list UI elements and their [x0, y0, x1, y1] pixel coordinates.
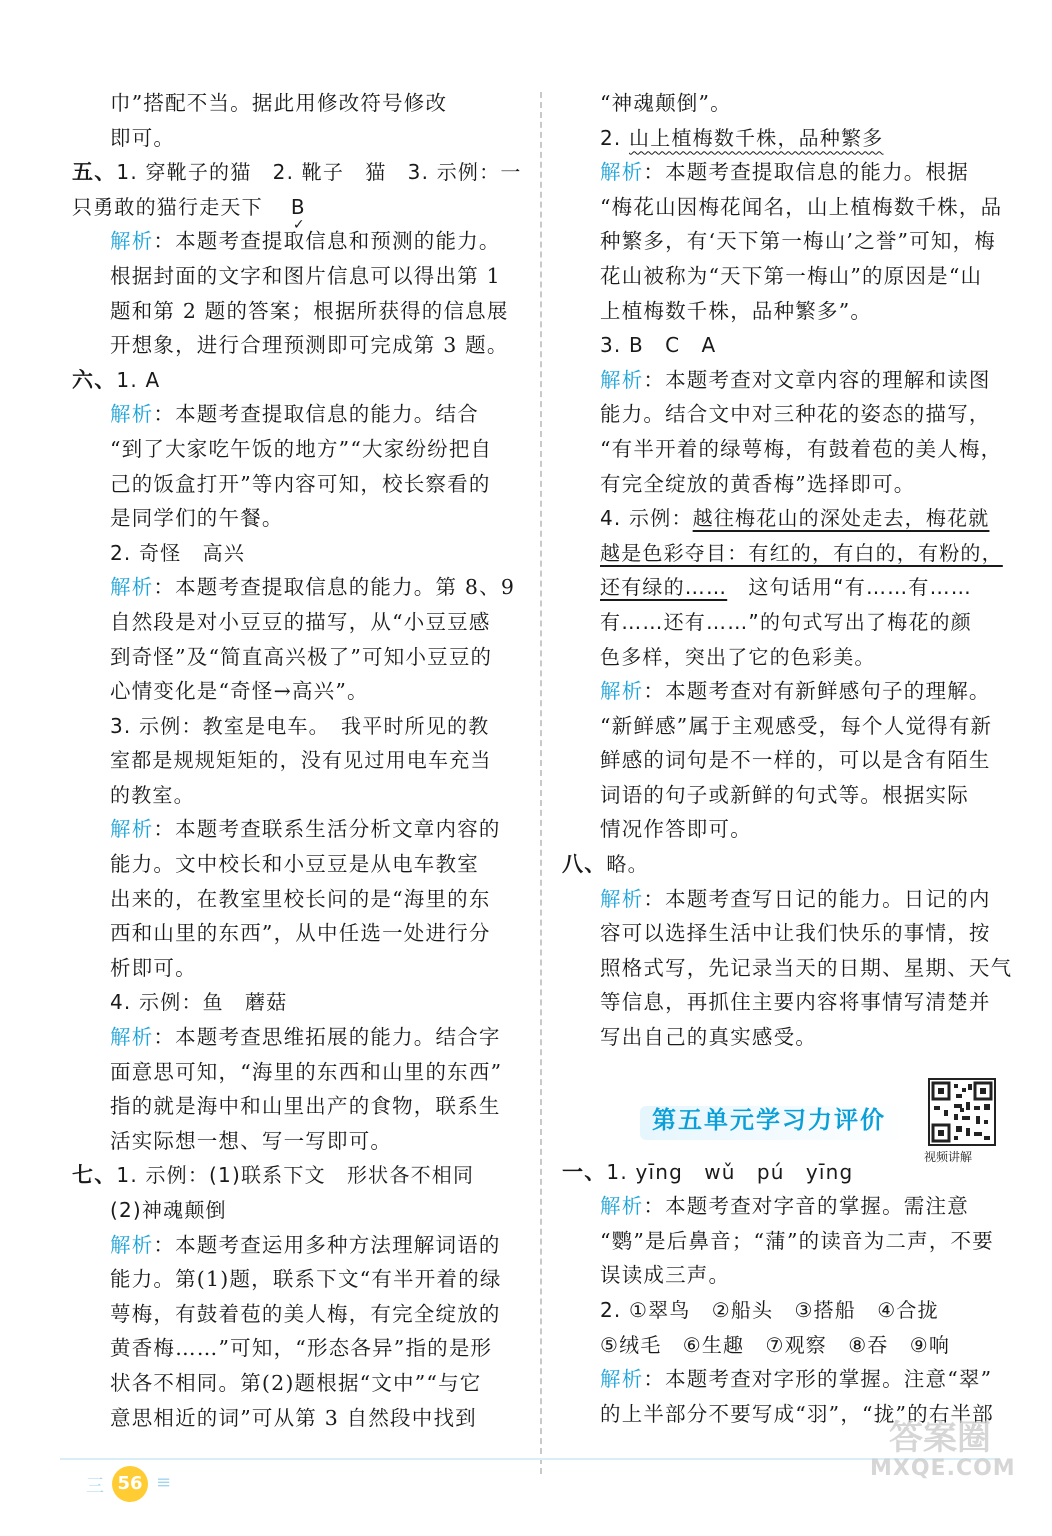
answer-line: 3. 示例：教室是电车。 我平时所见的教	[110, 713, 490, 738]
section-marker: 一、	[562, 1159, 607, 1184]
analysis-line: 解析：本题考查提取信息的能力。第 8、9	[110, 575, 516, 600]
selected-letter: B ✓	[291, 190, 306, 225]
check-mark-icon: ✓	[292, 216, 306, 233]
underlined-answer: 越往梅花山的深处走去，梅花就	[692, 506, 990, 531]
text-line: 题和第 2 题的答案；根据所获得的信息展	[110, 298, 509, 323]
text-line: 能力。第(1)题，联系下文“有半开着的绿	[110, 1267, 502, 1292]
analysis-line: 解析：本题考查对字音的掌握。需注意	[600, 1194, 969, 1219]
footer-decoration-right: ≡	[156, 1472, 172, 1493]
section-marker: 七、	[72, 1163, 117, 1188]
text-line: 容可以选择生活中让我们快乐的事情，按	[600, 921, 991, 946]
analysis-line: 解析：本题考查思维拓展的能力。结合字	[110, 1025, 501, 1050]
text-line: 写出自己的真实感受。	[600, 1025, 817, 1050]
text-line: 误读成三声。	[600, 1263, 731, 1288]
underlined-answer: 越是色彩夺目：有红的，有白的，有粉的，	[600, 540, 1003, 565]
analysis-label: 解析	[110, 229, 154, 254]
text-line: 鲜感的词句是不一样的，可以是含有陌生	[600, 748, 991, 773]
analysis-line: 解析：本题考查对文章内容的理解和读图	[600, 367, 991, 392]
text-line: 根据封面的文字和图片信息可以得出第 1	[110, 263, 501, 288]
text-line: 巾”搭配不当。据此用修改符号修改	[110, 91, 448, 115]
text-line: 是同学们的午餐。	[110, 506, 284, 531]
analysis-line: 解析：本题考查联系生活分析文章内容的	[110, 817, 501, 842]
analysis-label: 解析	[110, 817, 154, 842]
text-line: 种繁多，有‘天下第一梅山’之誉”可知，梅	[600, 229, 997, 254]
analysis-label: 解析	[600, 679, 644, 704]
text-line: 能力。文中校长和小豆豆是从电车教室	[110, 852, 479, 877]
qr-code-icon[interactable]	[928, 1078, 996, 1146]
analysis-line: 解析：本题考查提取信息的能力。结合	[110, 402, 479, 427]
text-line: 己的饭盒打开”等内容可知，校长察看的	[110, 471, 491, 496]
answer-line: 七、1. 示例：(1)联系下文 形状各不相同	[72, 1163, 475, 1188]
section-marker: 六、	[72, 367, 117, 392]
text-line: 自然段是对小豆豆的描写，从“小豆豆感	[110, 609, 491, 634]
text-line: 心情变化是“奇怪→高兴”。	[110, 679, 369, 704]
text-line: “到了大家吃午饭的地方”“大家纷纷把自	[110, 436, 493, 461]
text-line: 的上半部分不要写成“羽”，“拢”的右半部	[600, 1401, 994, 1426]
text-line: 黄香梅……”可知，“形态各异”指的是形	[110, 1336, 493, 1361]
text-line: “鹦”是后鼻音；“蒲”的读音为二声，不要	[600, 1228, 994, 1253]
analysis-line: 解析：本题考查提取信息和预测的能力。	[110, 229, 501, 254]
answer-line: 的教室。	[110, 782, 195, 807]
answer-line: 还有绿的…… 这句话用“有……有……	[600, 575, 972, 600]
text-line: “神魂颠倒”。	[600, 91, 732, 115]
footer-line	[60, 1458, 1000, 1460]
answer-line: 2. 奇怪 高兴	[110, 540, 246, 565]
answer-line	[72, 155, 520, 190]
answer-line: 3. B C A	[600, 333, 717, 358]
text-line: 等信息，再抓住主要内容将事情写清楚并	[600, 990, 991, 1015]
answer-line: 4. 示例：越往梅花山的深处走去，梅花就	[600, 506, 990, 531]
text-line: 情况作答即可。	[600, 817, 752, 842]
answer-line: 有……还有……”的句式写出了梅花的颜	[600, 609, 972, 634]
text-line: 活实际想一想、写一写即可。	[110, 1128, 393, 1153]
answer-line: 一、1. yīng wǔ pú yīng	[562, 1159, 854, 1184]
text-line: 指的就是海中和山里出产的食物，联系生	[110, 1094, 501, 1119]
analysis-label: 解析	[110, 1025, 154, 1050]
analysis-label: 解析	[600, 1367, 644, 1392]
answer-line: (2)神魂颠倒	[110, 1198, 227, 1222]
section-marker: 八、	[562, 852, 607, 877]
answer-line: 2. 山上植梅数千株，品种繁多	[600, 125, 884, 150]
text-line: 有完全绽放的黄香梅”选择即可。	[600, 471, 916, 496]
answer-line: 六、1. A	[72, 367, 161, 392]
analysis-line: 解析：本题考查提取信息的能力。根据	[600, 160, 969, 185]
answer-text: 只勇敢的猫行走天下	[72, 194, 263, 219]
right-column	[562, 86, 1013, 1431]
answer-line	[562, 536, 1002, 571]
text-line: “新鲜感”属于主观感受，每个人觉得有新	[600, 713, 993, 738]
watermark-line1: 答案圈	[889, 1418, 991, 1458]
analysis-label: 解析	[110, 402, 154, 427]
text-line: 即可。	[110, 125, 176, 150]
text-line: 照格式写，先记录当天的日期、星期、天气	[600, 955, 1013, 980]
underlined-answer: 还有绿的……	[600, 575, 728, 600]
text-line: 开想象，进行合理预测即可完成第 3 题。	[110, 333, 509, 358]
text-line: 萼梅，有鼓着苞的美人梅，有完全绽放的	[110, 1301, 501, 1326]
unit-title: 第五单元学习力评价	[652, 1106, 886, 1134]
analysis-line: 解析：本题考查运用多种方法理解词语的	[110, 1232, 501, 1257]
answer-line: 4. 示例：鱼 蘑菇	[110, 990, 288, 1015]
qr-label: 视频讲解	[924, 1150, 973, 1164]
text-line: “有半开着的绿萼梅，有鼓着苞的美人梅，	[600, 436, 1003, 461]
text-line: 状各不相同。第(2)题根据“文中”“与它	[110, 1370, 482, 1395]
analysis-label: 解析	[600, 160, 644, 185]
analysis-line: 解析：本题考查对有新鲜感句子的理解。	[600, 679, 991, 704]
answer-line	[72, 190, 520, 233]
answer-line: 室都是规规矩矩的，没有见过用电车充当	[110, 748, 492, 773]
text-line: 出来的，在教室里校长问的是“海里的东	[110, 886, 491, 911]
analysis-label: 解析	[110, 1232, 154, 1257]
text-line: 西和山里的东西”，从中任选一处进行分	[110, 921, 491, 946]
text-line: 面意思可知，“海里的东西和山里的东西”	[110, 1059, 503, 1084]
page-number: 56	[112, 1466, 148, 1502]
answer-line: 色多样，突出了它的色彩美。	[600, 644, 876, 669]
analysis-label: 解析	[600, 886, 644, 911]
text-line: “梅花山因梅花闻名，山上植梅数千株，品	[600, 194, 1003, 219]
text-line: 到奇怪”及“简直高兴极了”可知小豆豆的	[110, 644, 493, 669]
analysis-label: 解析	[600, 367, 644, 392]
text-line: 能力。结合文中对三种花的姿态的描写，	[600, 402, 991, 427]
answer-line: ⑤绒毛 ⑥生趣 ⑦观察 ⑧吞 ⑨响	[600, 1332, 951, 1357]
analysis-label: 解析	[110, 575, 154, 600]
analysis-line: 解析：本题考查对字形的掌握。注意“翠”	[600, 1367, 993, 1392]
footer-decoration-left: 三	[86, 1476, 104, 1497]
text-line: 词语的句子或新鲜的句式等。根据实际	[600, 782, 969, 807]
section-marker: 五、	[72, 160, 117, 185]
analysis-label: 解析	[600, 1194, 644, 1219]
text-line: 上植梅数千株，品种繁多”。	[600, 298, 873, 323]
watermark	[870, 1418, 1016, 1520]
left-column	[72, 86, 520, 1435]
text-line: 析即可。	[110, 955, 197, 980]
wavy-underlined-answer: 山上植梅数千株，品种繁多	[629, 125, 884, 150]
column-divider	[540, 92, 542, 1474]
watermark-line2: MXQE.COM	[870, 1456, 1016, 1482]
text-line: 花山被称为“天下第一梅山”的原因是“山	[600, 263, 983, 288]
answer-line: 八、略。	[562, 852, 649, 877]
answer-text: 1. 穿靴子的猫 2. 靴子 猫 3. 示例：一	[116, 160, 522, 185]
analysis-line: 解析：本题考查写日记的能力。日记的内	[600, 886, 991, 911]
text-line: 意思相近的词”可从第 3 自然段中找到	[110, 1405, 477, 1430]
qr-pattern	[930, 1080, 994, 1144]
answer-line: 2. ①翠鸟 ②船头 ③搭船 ④合拢	[600, 1298, 939, 1322]
